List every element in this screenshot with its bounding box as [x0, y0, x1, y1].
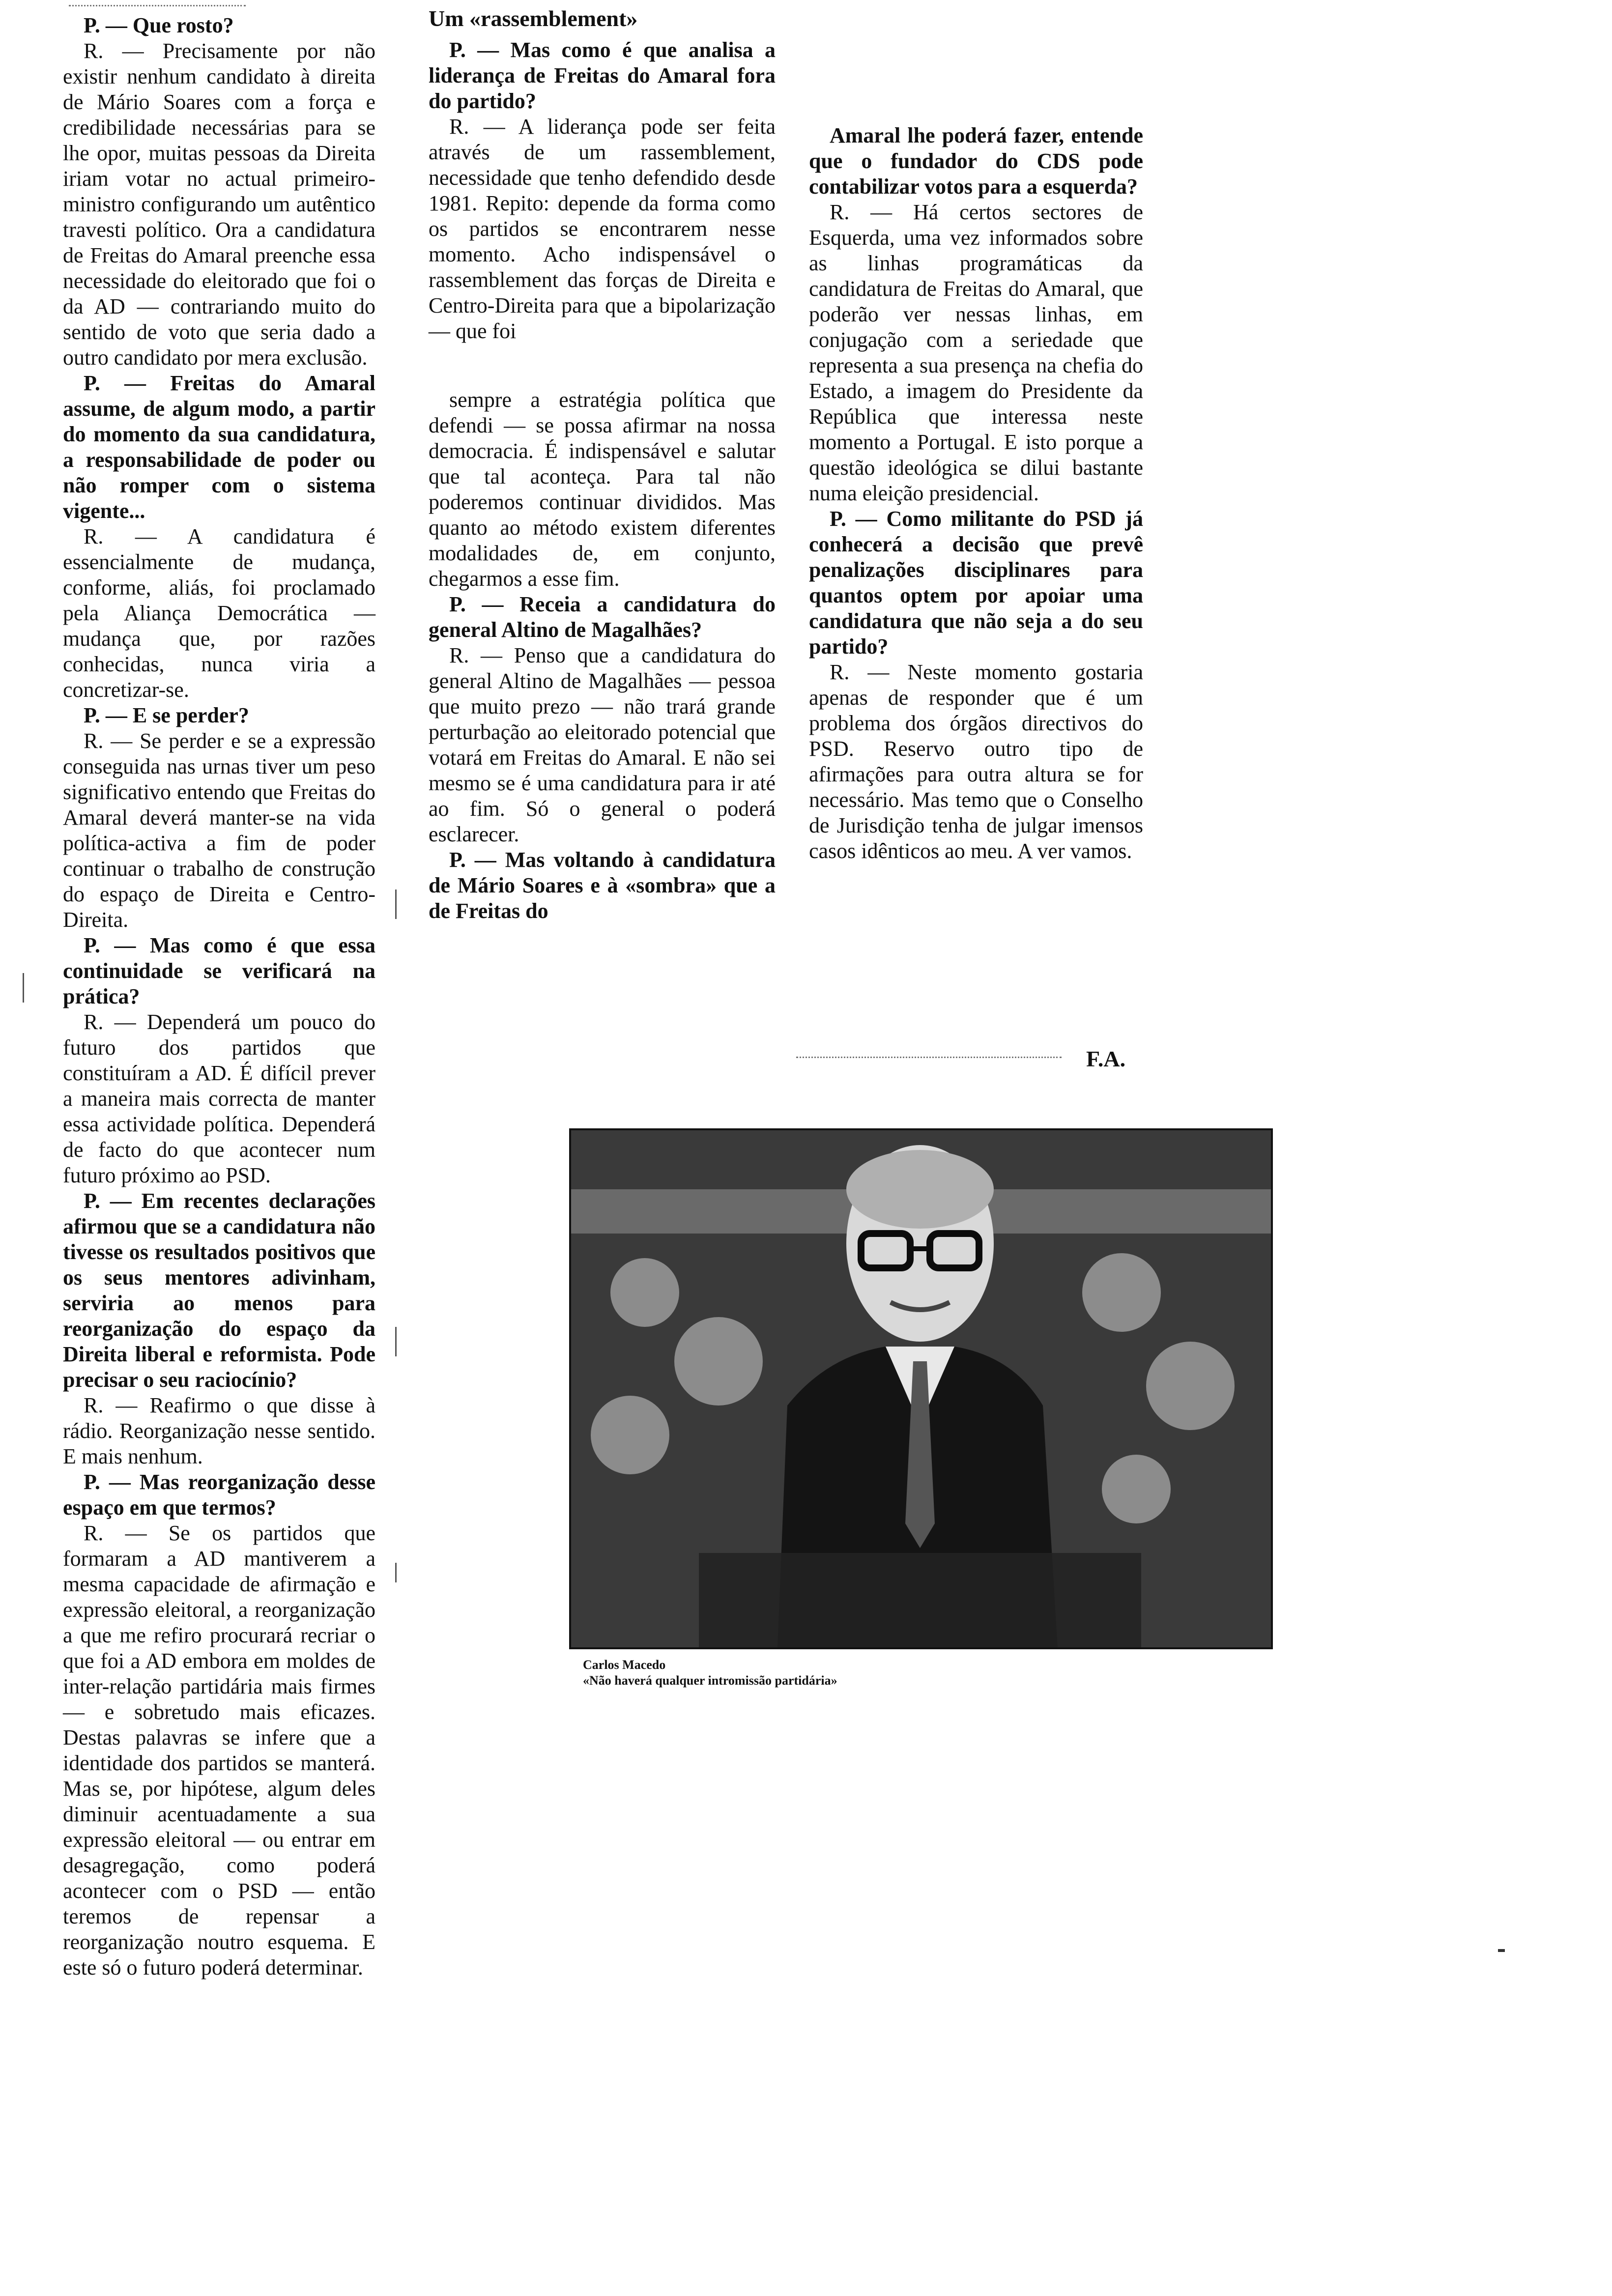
article-column-3 — [809, 123, 1143, 864]
photo-quote: «Não haverá qualquer intromissão partidária» — [583, 1673, 837, 1688]
column1-question-paragraph: P. — Mas como é que essa continuidade se verificará na prática? — [63, 933, 375, 1008]
column2-answer-paragraph: R. — A liderança pode ser feita através de um rassemblement, necessidade que tenho defendido desde 1981. Repito: depende da forma como os partidos se encontrarem nesse momento. Acho indispensável o rassemblement das forças de Direita e Centro-Direita para que a bipolarização — que foi — [429, 115, 776, 343]
column1-question-paragraph: P. — Que rosto? — [84, 13, 234, 37]
column1-question-paragraph: P. — Freitas do Amaral assume, de algum modo, a partir do momento da sua candidatura, a responsabilidade de poder ou não romper com o sistema vigente... — [63, 371, 375, 523]
column1-answer-paragraph: R. — Se os partidos que formaram a AD mantiverem a mesma capacidade de afirmação e expressão eleitoral, a reorganização a que me refiro procurará recriar o que foi a AD embora em moldes de inter-relação partidária mais firmes — e sobretudo mais eficazes. Destas palavras se infere que a identidade dos partidos se manterá. Mas se, por hipótese, algum deles diminuir acentuadamente a sua expressão eleitoral — ou entrar em desagregação, como poderá acontecer com o PSD — então teremos de repensar a reorganização noutro esquema. E este só o futuro poderá determinar. — [63, 1521, 375, 1980]
margin-tick-mid-1 — [395, 890, 397, 919]
article-column-2 — [429, 6, 776, 924]
column2-question-paragraph: P. — Mas voltando à candidatura de Mário Soares e à «sombra» que a de Freitas do — [429, 848, 776, 923]
column1-answer-paragraph: R. — Reafirmo o que disse à rádio. Reorganização nesse sentido. E mais nenhum. — [63, 1393, 375, 1468]
column1-answer-paragraph: R. — A candidatura é essencialmente de mudança, conforme, aliás, foi proclamado pela Aliança Democrática — mudança que, por razões conhecidas, nunca viria a concretizar-se. — [63, 524, 375, 702]
margin-tick-left — [23, 973, 24, 1003]
column1-question-paragraph: P. — Em recentes declarações afirmou que se a candidatura não tivesse os resultados positivos que os seus mentores adivinham, serviria ao menos para reorganização do espaço da Direita liberal e reformista. Pode precisar o seu raciocínio? — [63, 1189, 375, 1392]
section-header-fragment: Um «rassemblement» — [429, 6, 638, 31]
column1-answer-paragraph: R. — Se perder e se a expressão conseguida nas urnas tiver um peso significativo entendo que Freitas do Amaral deverá manter-se na vida política-activa a fim de poder continuar o trabalho de construção do espaço de Direita e Centro-Direita. — [63, 729, 375, 932]
column1-answer-paragraph: R. — Precisamente por não existir nenhum candidato à direita de Mário Soares com a força e credibilidade necessárias para se lhe opor, muitas pessoas da Direita iriam votar no actual primeiro-ministro configurando um autêntico travesti político. Ora a candidatura de Freitas do Amaral preenche essa necessidade do eleitorado que foi o da AD — contrariando muito do sentido de voto que seria dado a outro candidato por mera exclusão. — [63, 39, 375, 370]
stray-mark — [1498, 1949, 1505, 1952]
margin-tick-mid-2 — [395, 1327, 397, 1356]
column3-answer-paragraph: R. — Neste momento gostaria apenas de responder que é um problema dos órgãos directivos do PSD. Reservo outro tipo de afirmações para outra altura se for necessário. Mas temo que o Conselho de Jurisdição tenha de julgar imensos casos idênticos ao meu. A ver vamos. — [809, 660, 1143, 863]
margin-tick-mid-3 — [395, 1563, 397, 1582]
portrait-photo-illustration — [571, 1130, 1271, 1647]
column3-answer-paragraph: R. — Há certos sectores de Esquerda, uma vez informados sobre as linhas programáticas da candidatura de Freitas do Amaral, que poderão ver nessas linhas, em conjugação com a seriedade que representa a sua presença na chefia do Estado, a imagem do Presidente da República que interessa neste momento a Portugal. E isto porque a questão ideológica se dilui bastante numa eleição presidencial. — [809, 200, 1143, 505]
author-signature: F.A. — [1086, 1046, 1126, 1071]
column1-question-paragraph: P. — Mas reorganização desse espaço em que termos? — [63, 1470, 375, 1520]
photo-credit: Carlos Macedo — [583, 1658, 666, 1672]
column2-answer-paragraph: R. — Penso que a candidatura do general Altino de Magalhães — pessoa que muito prezo — não trará grande perturbação ao eleitorado potencial que votará em Freitas do Amaral. E não sei mesmo se é uma candidatura para ir até ao fim. Só o general o poderá esclarecer. — [429, 643, 776, 846]
photo-caption — [583, 1657, 837, 1689]
column1-question-paragraph: P. — E se perder? — [84, 703, 249, 727]
article-column-1 — [63, 13, 375, 1980]
column-2-body — [429, 37, 776, 924]
column3-question-paragraph: Amaral lhe poderá fazer, entende que o fundador do CDS pode contabilizar votos para a esquerda? — [809, 123, 1143, 199]
column1-answer-paragraph: R. — Dependerá um pouco do futuro dos partidos que constituíram a AD. É difícil prever a maneira mais correcta de manter essa actividade política. Dependerá de facto do que acontecer num futuro próximo ao PSD. — [63, 1010, 375, 1187]
column-end-rule — [796, 1057, 1062, 1058]
column2-answer-paragraph: sempre a estratégia política que defendi — se possa afirmar na nossa democracia. É indispensável e salutar que tal aconteça. Para tal não poderemos continuar divididos. Mas quanto ao método existem diferentes modalidades de, em conjunto, chegarmos a esse fim. — [429, 388, 776, 591]
column3-question-paragraph: P. — Como militante do PSD já conhecerá a decisão que prevê penalizações disciplinares para quantos optem por apoiar uma candidatura que não seja a do seu partido? — [809, 507, 1143, 659]
portrait-photo — [569, 1128, 1273, 1649]
top-dotted-rule — [69, 5, 246, 6]
column2-question-paragraph: P. — Mas como é que analisa a liderança de Freitas do Amaral fora do partido? — [429, 38, 776, 113]
column2-question-paragraph: P. — Receia a candidatura do general Altino de Magalhães? — [429, 592, 776, 642]
